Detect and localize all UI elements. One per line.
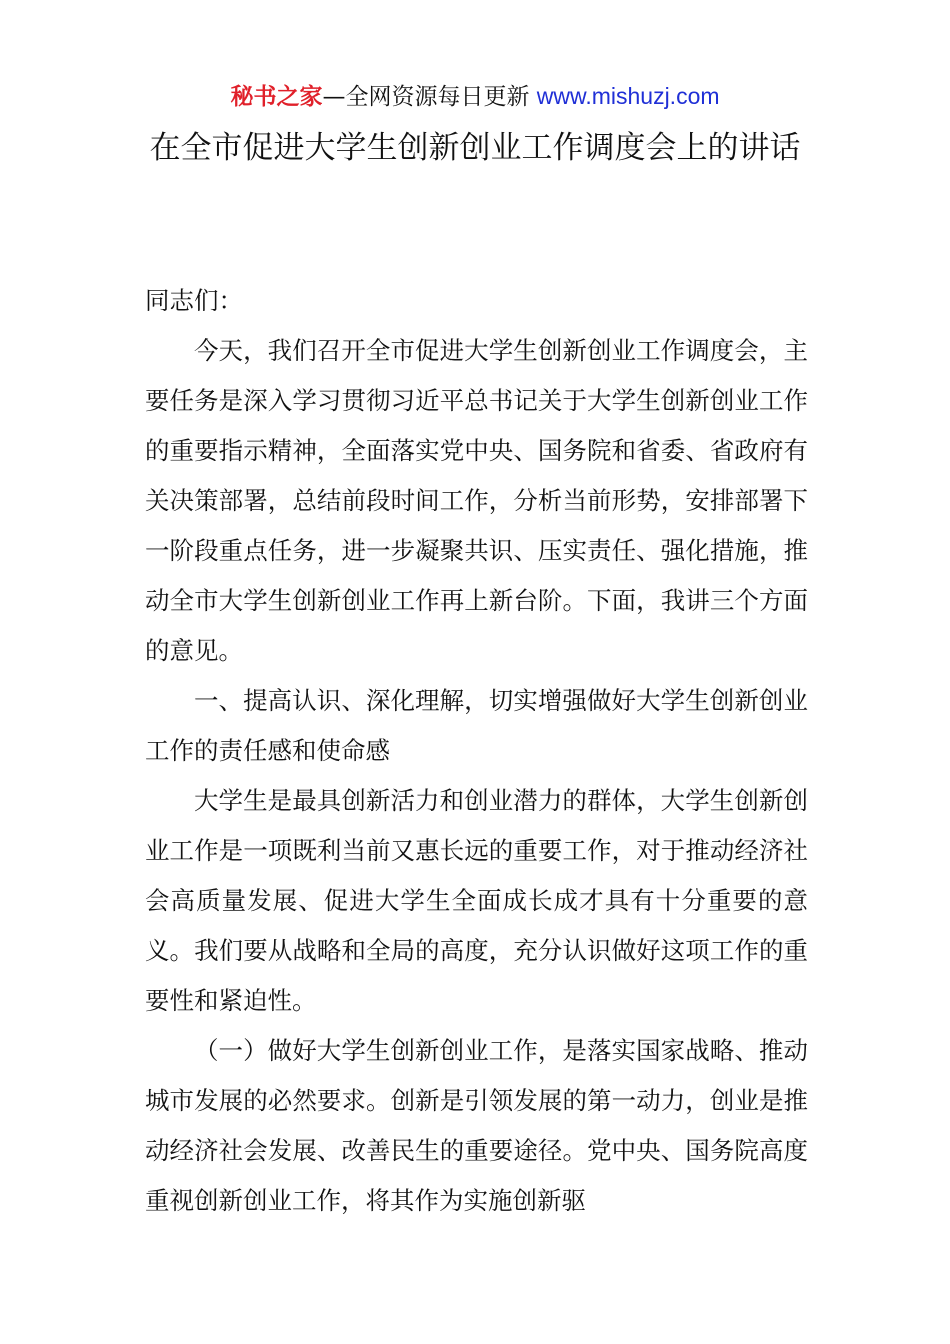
brand-name: 秘书之家	[230, 84, 323, 110]
brand-slogan: —全网资源每日更新	[322, 84, 537, 110]
paragraph-intro: 今天，我们召开全市促进大学生创新创业工作调度会，主要任务是深入学习贯彻习近平总书记关于大学生创新创业工作的重要指示精神，全面落实党中央、国务院和省委、省政府有关决策部署，总结前段时间工作，分析当前形势，安排部署下一阶段重点任务，进一步凝聚共识、压实责任、强化措施，推动全市大学生创新创业工作再上新台阶。下面，我讲三个方面的意见。	[145, 336, 808, 665]
document-body	[145, 276, 808, 1226]
section-heading-1: 一、提高认识、深化理解，切实增强做好大学生创新创业工作的责任感和使命感	[145, 686, 808, 765]
paragraph-significance: 大学生是最具创新活力和创业潜力的群体，大学生创新创业工作是一项既利当前又惠长远的重要工作，对于推动经济社会高质量发展、促进大学生全面成长成才具有十分重要的意义。我们要从战略和全局的高度，充分认识做好这项工作的重要性和紧迫性。	[145, 786, 808, 1015]
site-banner	[0, 80, 950, 113]
site-link[interactable]: www.mishuzj.com	[536, 83, 720, 109]
greeting: 同志们：	[145, 286, 243, 315]
document-title: 在全市促进大学生创新创业工作调度会上的讲话	[149, 130, 801, 166]
paragraph-point-1: （一）做好大学生创新创业工作，是落实国家战略、推动城市发展的必然要求。创新是引领发展的第一动力，创业是推动经济社会发展、改善民生的重要途径。党中央、国务院高度重视创新创业工作，将其作为实施创新驱	[145, 1036, 808, 1215]
